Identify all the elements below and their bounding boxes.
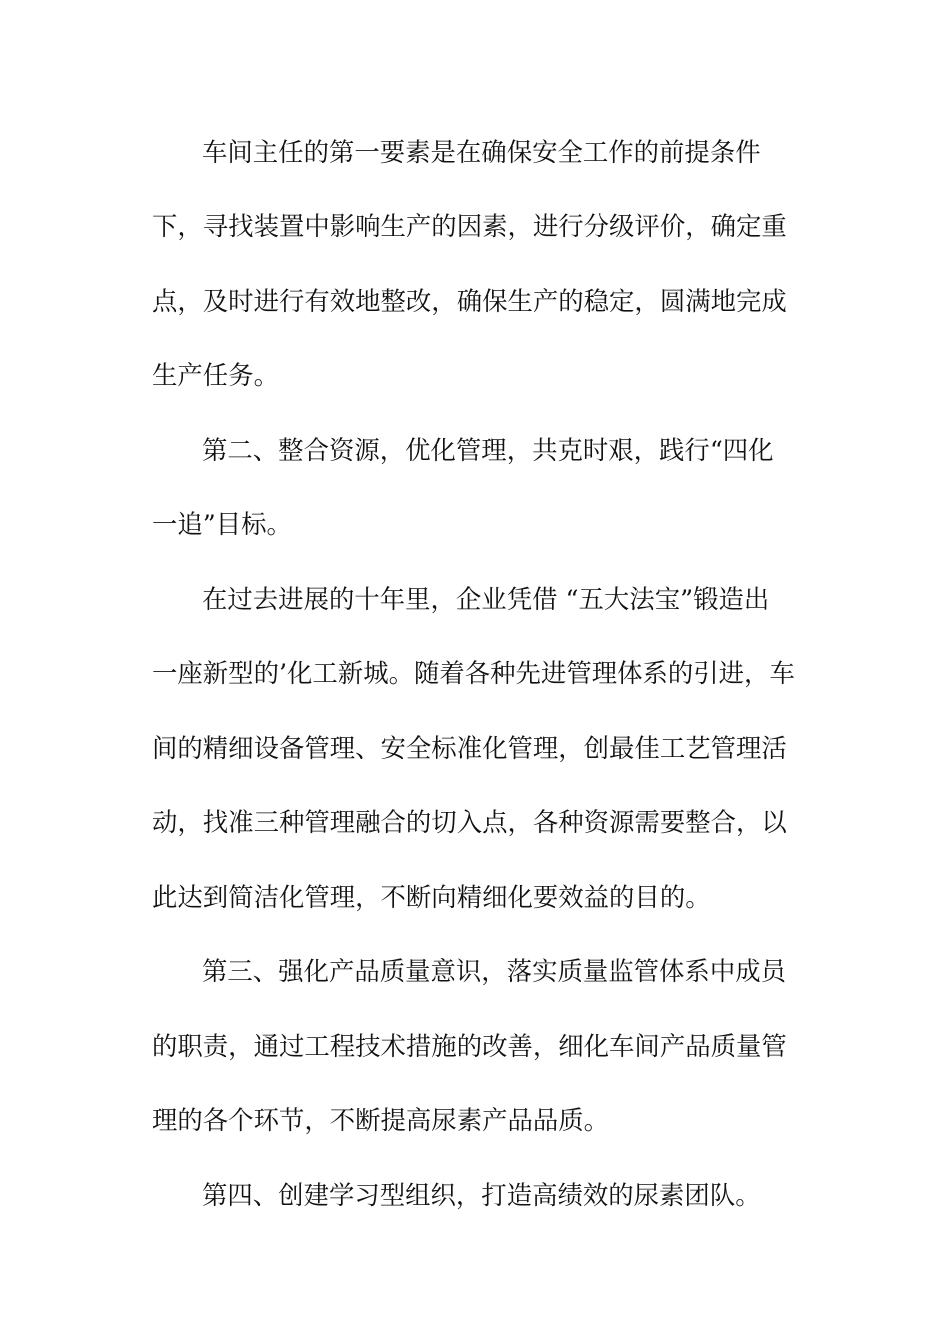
paragraph-line: 第三、强化产品质量意识，落实质量监管体系中成员 xyxy=(202,956,786,986)
paragraph-line: 第四、创建学习型组织，打造高绩效的尿素团队。 xyxy=(202,1180,761,1210)
paragraph-line: 点，及时进行有效地整改，确保生产的稳定，圆满地完成 xyxy=(152,286,787,316)
paragraph-line: 下，寻找装置中影响生产的因素，进行分级评价，确定重 xyxy=(152,211,787,241)
paragraph-line: 生产任务。 xyxy=(152,360,279,390)
paragraph-line: 的职责，通过工程技术措施的改善，细化车间产品质量管 xyxy=(152,1031,787,1061)
paragraph-line: 一座新型的’化工新城。随着各种先进管理体系的引进，车 xyxy=(152,658,795,688)
paragraph-line: 理的各个环节，不断提高尿素产品品质。 xyxy=(152,1105,610,1135)
paragraph-line: 间的精细设备管理、安全标准化管理，创最佳工艺管理活 xyxy=(152,733,787,763)
paragraph-line: 车间主任的第一要素是在确保安全工作的前提条件 xyxy=(202,137,761,167)
paragraph-line: 一追”目标。 xyxy=(152,509,292,539)
paragraph-line: 此达到简洁化管理，不断向精细化要效益的目的。 xyxy=(152,882,711,912)
paragraph-line: 在过去进展的十年里，企业凭借 “五大法宝”锻造出 xyxy=(202,584,770,614)
paragraph-line: 动，找准三种管理融合的切入点，各种资源需要整合，以 xyxy=(152,807,787,837)
paragraph-line: 第二、整合资源，优化管理，共克时艰，践行“四化 xyxy=(202,435,774,465)
